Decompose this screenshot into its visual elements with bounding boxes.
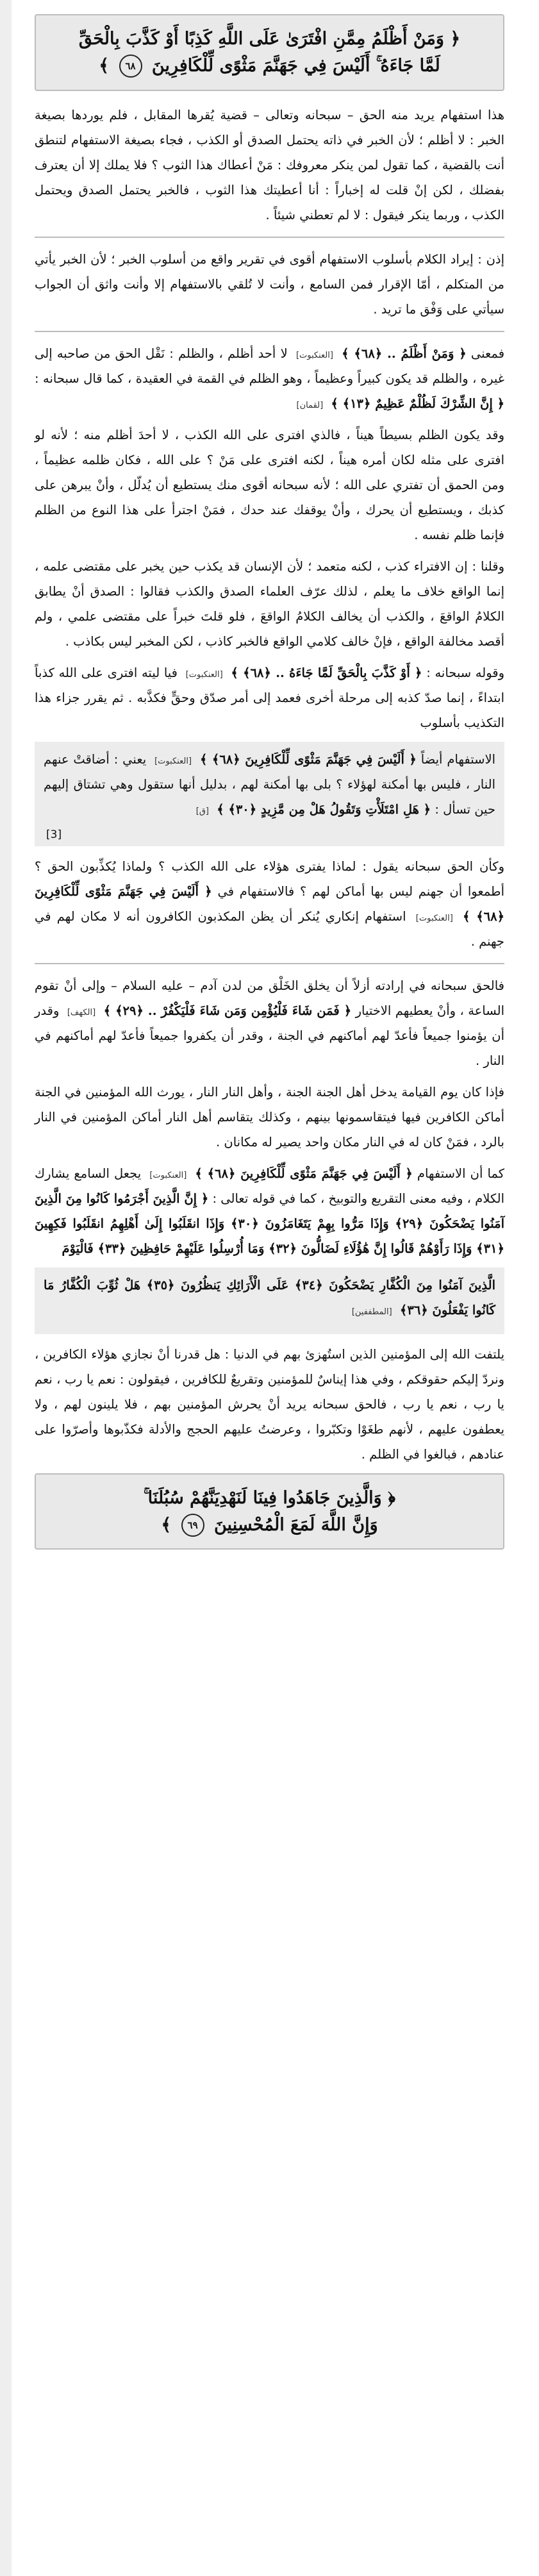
p9-text-1: فالحق سبحانه في إرادته أزلاً أن يخلق الخَلْق من لدن آدم – عليه السلام – وإلى أنْ تقوم الساعة ، وأنْ يعطيهم الاختيار bbox=[35, 978, 504, 1018]
p7-surah-ref-2: [ق] bbox=[195, 806, 209, 816]
paragraph-1: هذا استفهام يريد منه الحق – سبحانه وتعالى – قضية يُقرها المقابل ، فلم يوردها بصيغة الخبر : لا أظلم ؛ لأن الخبر في ذاته يحتمل الصدق أو الكذب ، فجاء بصيغة الاستفهام لتنطق أنت بالقضية ، كما تقول لمن ينكر معروفك : مَنْ أعطاك هذا الثوب ؟ فلا يملك إلا أن يعترف بفضلك ، لكن إنْ قلت له إخباراً : أنا أعطيتك هذا الثوب ، فالخبر يحتمل الصدق ويحتمل الكذب ، وربما ينكر فيقول : لا لم تعطني شيئاً . bbox=[35, 107, 504, 222]
divider bbox=[35, 237, 504, 238]
p6-text: فيا ليته افترى على الله كذباً ابتداءً ، إنما صدّ كذبه إلى مرحلة أخرى فعمد إلى أمر صدّق وحقٍّ فكذَّبه . ثم يقرر جزاء هذا التكذيب بأسلوب bbox=[35, 665, 504, 730]
verse-line-2: لَمَّا جَاءَهُ ۚ أَلَيْسَ فِي جَهَنَّمَ مَثْوًى لِّلْكَافِرِينَ ٦٨ ﴾ bbox=[50, 53, 489, 79]
shaded-section bbox=[35, 742, 504, 846]
p3-surah-ref: [العنكبوت] bbox=[295, 350, 333, 360]
p7-text: يعني : أضاقتْ عنهم النار ، فليس بها أمكنة لهؤلاء ؟ بلى بها أمكنة لهم ، بدليل أنها ستقول وهي تشتاق إليهم حين تسأل : bbox=[44, 751, 495, 817]
verse-line-2-text: لَمَّا جَاءَهُ ۚ أَلَيْسَ فِي جَهَنَّمَ مَثْوًى لِّلْكَافِرِينَ bbox=[151, 55, 440, 76]
p9-quote: ﴿ فَمَن شَاءَ فَلْيُؤْمِن وَمَن شَاءَ فَلْيَكْفُرْ .. ﴿٢٩﴾ ﴾ bbox=[103, 1003, 352, 1018]
p12-quote: الَّذِينَ آمَنُوا مِنَ الْكُفَّارِ يَضْحَكُونَ ﴿٣٤﴾ عَلَى الْأَرَائِكِ يَنظُرُونَ ﴿٣٥﴾ هَلْ ثُوِّبَ الْكُفَّارُ مَا كَانُوا يَفْعَلُونَ ﴿٣٦﴾ bbox=[44, 1277, 496, 1317]
p11-quote-2: ﴿ إِنَّ الَّذِينَ أَجْرَمُوا كَانُوا مِنَ الَّذِينَ آمَنُوا يَضْحَكُونَ ﴿٢٩﴾ وَإِذَا مَرُّوا بِهِمْ يَتَغَامَزُونَ ﴿٣٠﴾ وَإِذَا انقَلَبُوا إِلَىٰ أَهْلِهِمُ انقَلَبُوا فَكِهِينَ ﴿٣١﴾ وَإِذَا رَأَوْهُمْ قَالُوا إِنَّ هَٰؤُلَاءِ لَضَالُّونَ ﴿٣٢﴾ وَمَا أُرْسِلُوا عَلَيْهِمْ حَافِظِينَ ﴿٣٣﴾ فَالْيَوْمَ bbox=[35, 1191, 504, 1256]
p6-lead: وقوله سبحانه : bbox=[426, 665, 505, 680]
paragraph-8 bbox=[35, 854, 504, 954]
p11-lead: كما أن الاستفهام bbox=[417, 1166, 504, 1181]
p8-text-1: وكأن الحق سبحانه يقول : لماذا يفترى هؤلاء على الله الكذب ؟ ولماذا يُكذِّبون الحق ؟ أطمعوا أن جهنم ليس بها أماكن لهم ؟ فالاستفهام في bbox=[35, 858, 504, 899]
p6-quote: ﴿ أَوْ كَذَّبَ بِالْحَقِّ لَمَّا جَاءَهُ .. ﴿٦٨﴾ ﴾ bbox=[231, 665, 422, 680]
p8-quote: ﴿ أَلَيْسَ فِي جَهَنَّمَ مَثْوًى لِّلْكَافِرِينَ ﴿٦٨﴾ ﴾ bbox=[35, 883, 505, 924]
paragraph-7 bbox=[44, 747, 495, 822]
paragraph-5: وقلنا : إن الافتراء كذب ، لكنه متعمد ؛ لأن الإنسان قد يكذب حين يخبر على مقتضى علمه ، إنما الواقع خلاف ما يعلم ، لذلك عرّف العلماء الصدق والكذب فقالوا : الصدق أنْ يطابق الكلامُ الواقعَ ، والكذب أن يخالف الكلامُ الواقعَ ، فلو قلتَ خبراً على مقتضى علمي ، ولم أقصد مخالفة الواقع ، فإنْ خالف كلامي الواقع فالخبر كاذب ، لكن المخبر ليس بكاذب . bbox=[35, 558, 504, 649]
p3-lead: فمعنى bbox=[470, 346, 505, 361]
p8-surah-ref: [العنكبوت] bbox=[415, 913, 453, 923]
verse2-line-1: ﴿ وَالَّذِينَ جَاهَدُوا فِينَا لَنَهْدِيَنَّهُمْ سُبُلَنَا ۚ bbox=[143, 1487, 396, 1508]
ayah-number-marker-2: ٦٩ bbox=[181, 1514, 204, 1537]
p3-quote: ﴿ وَمَنْ أَظْلَمُ .. ﴿٦٨﴾ ﴾ bbox=[342, 346, 467, 361]
verse-line-1: ﴿ وَمَنْ أَظْلَمُ مِمَّنِ افْتَرَىٰ عَلَى اللَّهِ كَذِبًا أَوْ كَذَّبَ بِالْحَقِّ bbox=[78, 29, 461, 49]
quran-verse-header bbox=[35, 14, 504, 91]
verse2-line-2: وَإِنَّ اللَّهَ لَمَعَ الْمُحْسِنِينَ ٦٩ ﴾ bbox=[50, 1512, 489, 1539]
p7-lead: الاستفهام أيضاً bbox=[420, 751, 496, 767]
p12-surah-ref: [المطففين] bbox=[351, 1307, 392, 1317]
divider bbox=[35, 963, 504, 964]
p7-quote: ﴿ أَلَيْسَ فِي جَهَنَّمَ مَثْوًى لِّلْكَافِرِينَ ﴿٦٨﴾ ﴾ bbox=[199, 751, 417, 767]
shaded-section-2 bbox=[35, 1267, 504, 1334]
p6-surah-ref: [العنكبوت] bbox=[185, 669, 223, 680]
paragraph-13: يلتفت الله إلى المؤمنين الذين استُهزئ بهم في الدنيا : هل قدرنا أنْ نجازي هؤلاء الكافرين ، ونردّ إليكم حقوقكم ، وفي هذا إيناسٌ للمؤمنين وتقريعٌ للكافرين ، فيقولون : نعم يا رب ، نعم يا رب ، نعم يا رب ، فالحق سبحانه يريد أنْ يحرش المؤمنين بهم ، فلا يلينون لهم ، ولا يعطفون عليهم ، لأنهم طغَوْا وتكبّروا ، وعرضتُ عليهم الحجج والأدلة فكذّبوها وأصرّوا على عنادهم ، فبالغوا في الظلم . bbox=[35, 1346, 504, 1462]
paragraph-10: فإذا كان يوم القيامة يدخل أهل الجنة الجنة ، وأهل النار النار ، يورث الله المؤمنين في الجنة أماكن الكافرين فيها فيتقاسمونها بينهم ، وكذلك يتقاسم أهل النار أماكن المؤمنين في النار بالرد ، فمَنْ كان له في النار مكان واحد يصير له مكانان . bbox=[35, 1084, 504, 1150]
divider bbox=[35, 331, 504, 332]
paragraph-9 bbox=[35, 973, 504, 1073]
p7-quote-2: ﴿ هَلِ امْتَلَأْتِ وَتَقُولُ هَلْ مِن مَّزِيدٍ ﴿٣٠﴾ ﴾ bbox=[217, 801, 431, 817]
paragraph-11 bbox=[35, 1161, 504, 1261]
p3-text: لا أحد أظلم ، والظلم : نَقْل الحق من صاحبه إلى غيره ، والظلم قد يكون كبيراً وعظيماً ، وهو الظلم في القمة في العقيدة ، كما قال سبحانه : bbox=[35, 346, 504, 386]
margin-note: [3] bbox=[46, 828, 62, 841]
paragraph-3 bbox=[35, 341, 504, 416]
p3-surah-ref-2: [لقمان] bbox=[296, 400, 324, 410]
p11-text: يجعل السامع يشارك الكلام ، وفيه معنى التقريع والتوبيخ ، كما في قوله تعالى : bbox=[35, 1166, 505, 1206]
paragraph-12 bbox=[44, 1273, 495, 1323]
p11-quote: ﴿ أَلَيْسَ فِي جَهَنَّمَ مَثْوًى لِّلْكَافِرِينَ ﴿٦٨﴾ ﴾ bbox=[195, 1166, 413, 1181]
p9-text-2: وقدر أن يؤمنوا جميعاً فأعدّ لهم أماكنهم في الجنة ، وقدر أن يكفروا جميعاً فأعدّ لهم أماكنهم في النار . bbox=[35, 1003, 504, 1068]
quran-verse-footer bbox=[35, 1473, 504, 1550]
p3-quote-2: ﴿ إِنَّ الشِّرْكَ لَظُلْمٌ عَظِيمٌ ﴿١٣﴾ ﴾ bbox=[331, 396, 504, 411]
ayah-number-marker: ٦٨ bbox=[119, 54, 142, 78]
p11-surah-ref: [العنكبوت] bbox=[149, 1170, 187, 1180]
verse2-line-2-text: وَإِنَّ اللَّهَ لَمَعَ الْمُحْسِنِينَ bbox=[214, 1514, 378, 1535]
paragraph-6 bbox=[35, 660, 504, 735]
p9-surah-ref: [الكهف] bbox=[67, 1007, 96, 1017]
paragraph-4: وقد يكون الظلم بسيطاً هيناً ، فالذي افترى على الله الكذب ، لا أحدَ أظلم منه ؛ لأنه لو افترى على مثله لكان أمره هيناً ، لكنه افترى على مَنْ ؟ على الله ، فكان ظلمه عظيماً ، ومن الحمق أن تفتري على الله ؛ لأنه سبحانه أقوى منك يستطيع أن يُدلّل ، وأنْ يبرهن على كذبك ، ويستطيع أن يحرك ، وأنْ يوقفك عند حدك ، فمَنْ اجترأ على هذا النوع من الظلم فإنما ظلم نفسه . bbox=[35, 427, 504, 542]
p8-text-2: استفهام إنكاري يُنكر أن يظن المكذبون الكافرون أنه لا مكان لهم في جهنم . bbox=[35, 908, 504, 949]
p7-surah-ref: [العنكبوت] bbox=[154, 756, 192, 766]
paragraph-2: إذن : إيراد الكلام بأسلوب الاستفهام أقوى في تقرير واقع من أسلوب الخبر ؛ لأن الخبر يأتي من المتكلم ، أمّا الإقرار فمن السامع ، وأنت لا تُلقي بالاستفهام إلا وأنت واثق أن الجواب سيأتي على وَفْق ما تريد . bbox=[35, 251, 504, 317]
